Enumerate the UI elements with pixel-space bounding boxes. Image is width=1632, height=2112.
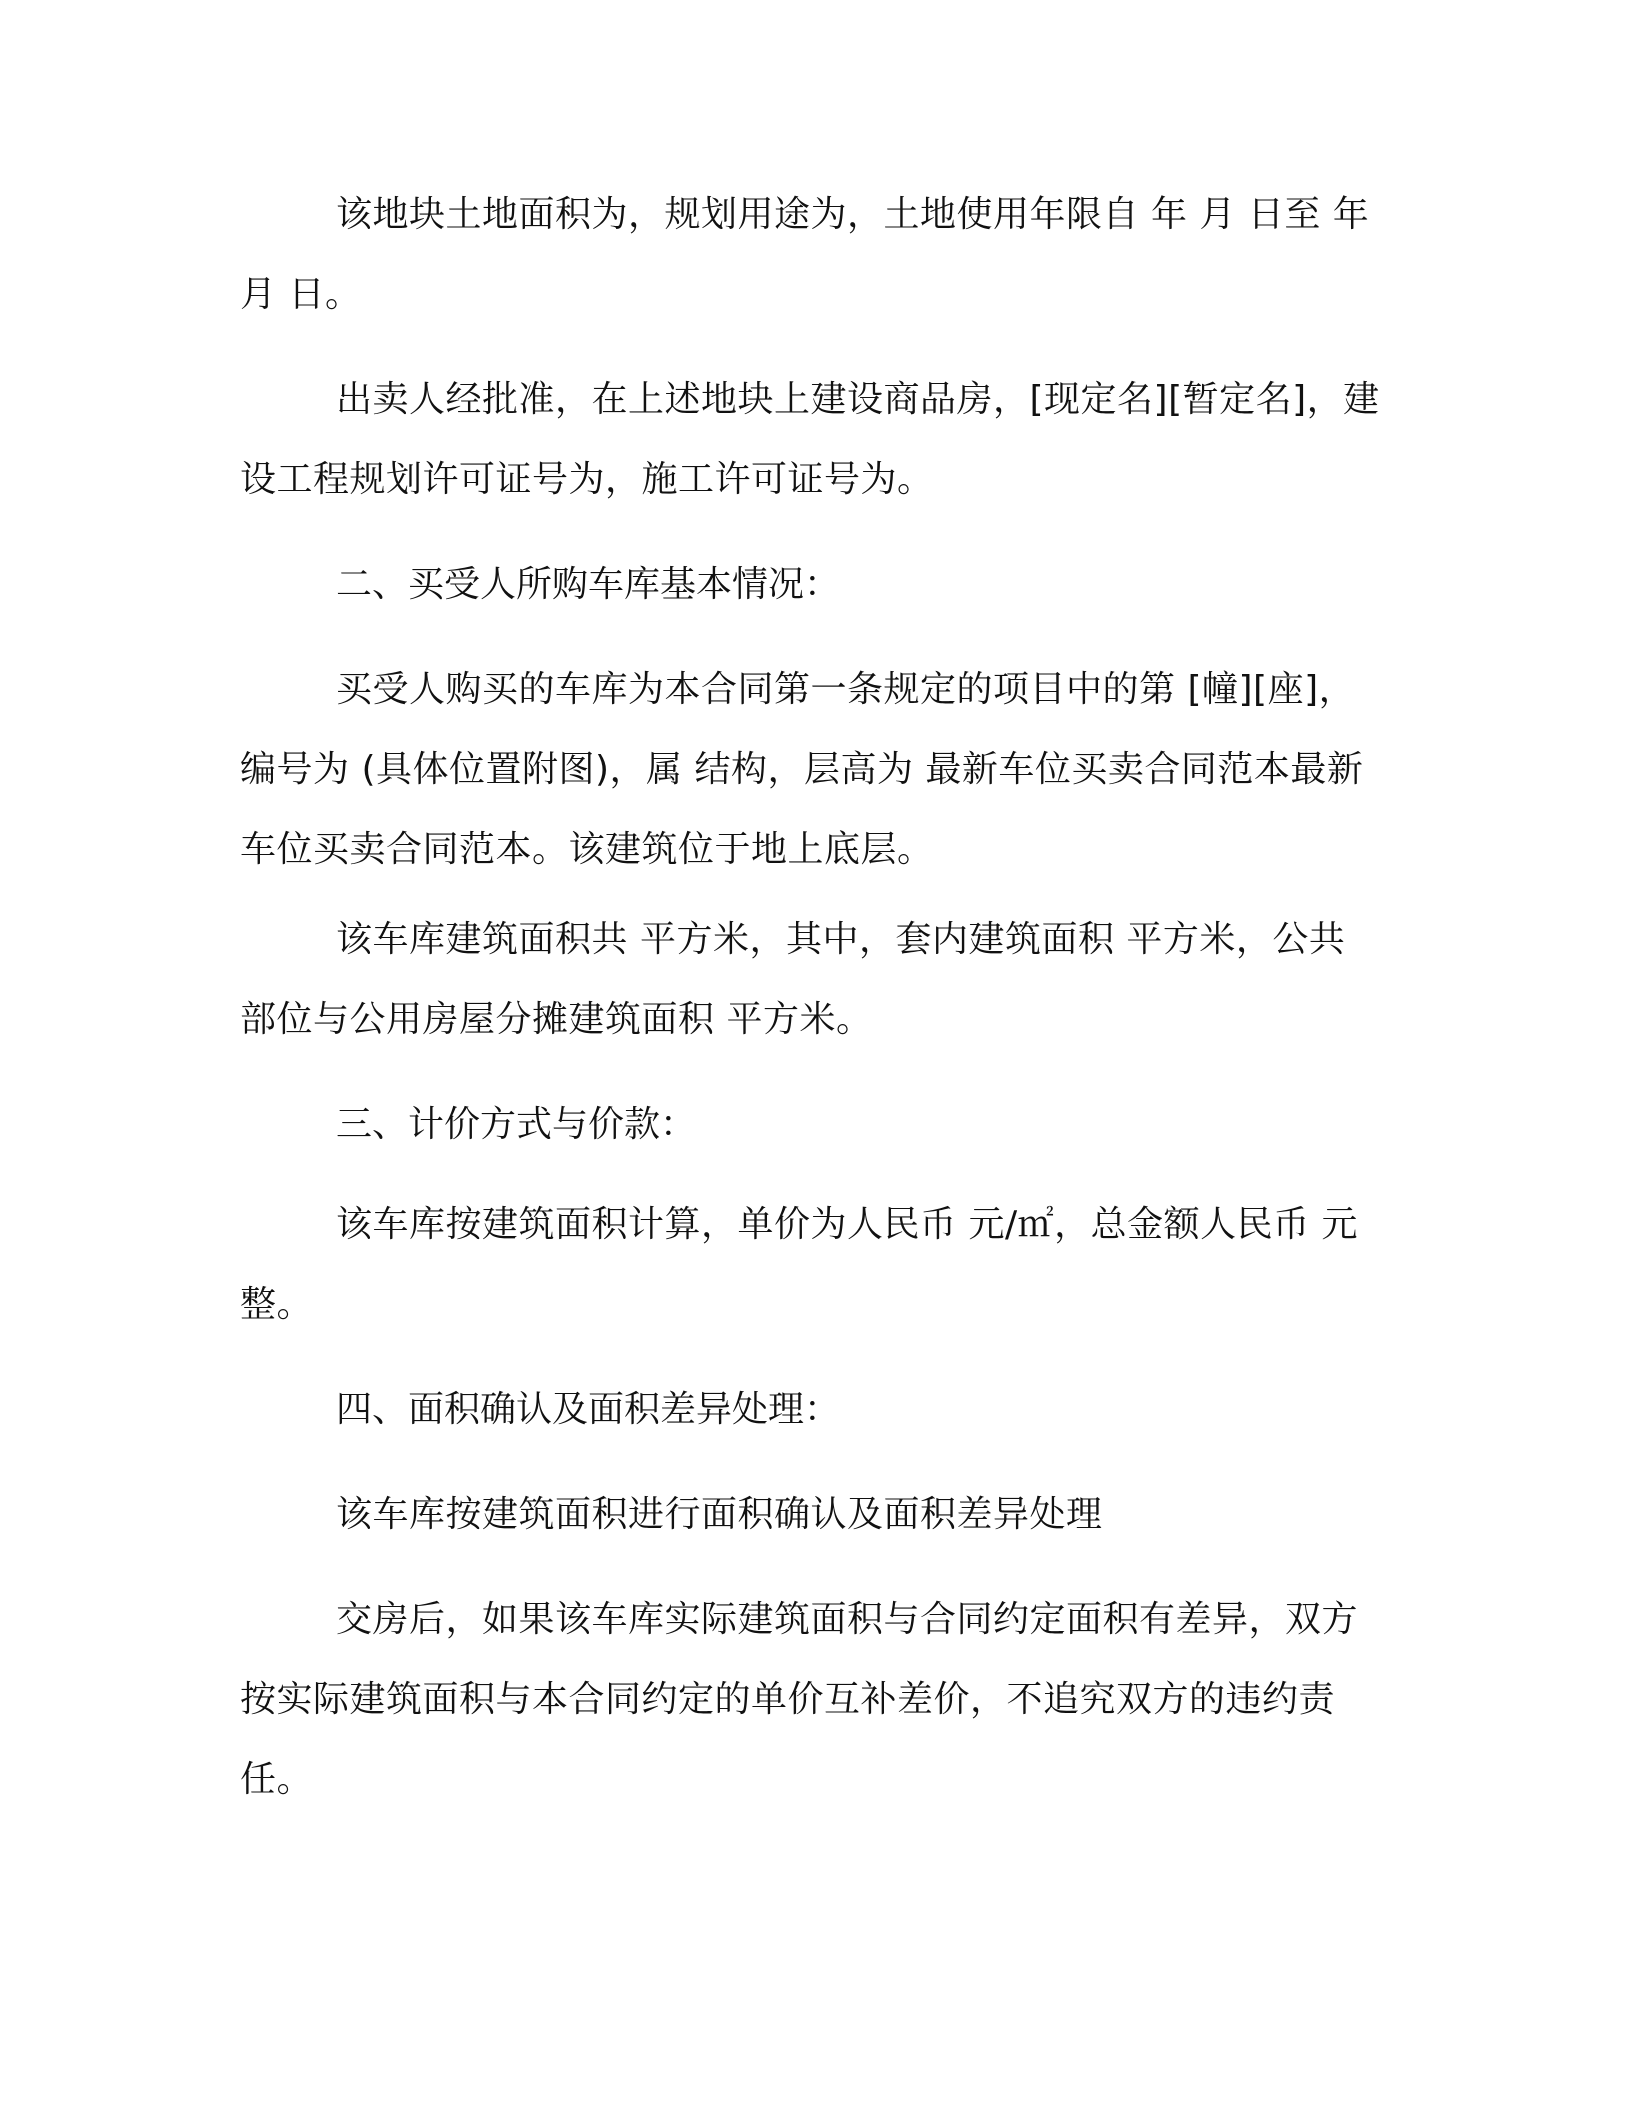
heading-pricing: 三、计价方式与价款： [336,1104,697,1145]
paragraph-land-area: 该地块土地面积为，规划用途为，土地使用年限自 年 月 日至 年 月 日。 [240,194,1370,315]
paragraph-seller-approval: 出卖人经批准，在上述地块上建设商品房，[现定名][暂定名]，建设工程规划许可证号为，施工许可证号为。 [240,379,1380,500]
heading-garage-basic-info: 二、买受人所购车库基本情况： [336,564,841,605]
heading-area-confirmation: 四、面积确认及面积差异处理： [336,1389,841,1430]
paragraph-garage-location: 买受人购买的车库为本合同第一条规定的项目中的第 [幢][座]，编号为 (具体位置附图)，属 结构，层高为 最新车位买卖合同范本最新车位买卖合同范本。该建筑位于地上底层。 [240,669,1364,870]
paragraph-garage-area: 该车库建筑面积共 平方米，其中，套内建筑面积 平方米，公共部位与公用房屋分摊建筑面积 平方米。 [240,919,1346,1040]
paragraph-unit-price: 该车库按建筑面积计算，单价为人民币 元/㎡，总金额人民币 元整。 [240,1204,1359,1325]
paragraph-area-difference: 交房后，如果该车库实际建筑面积与合同约定面积有差异，双方按实际建筑面积与本合同约定的单价互补差价，不追究双方的违约责任。 [240,1599,1359,1800]
paragraph-area-confirmation: 该车库按建筑面积进行面积确认及面积差异处理 [336,1494,1103,1535]
